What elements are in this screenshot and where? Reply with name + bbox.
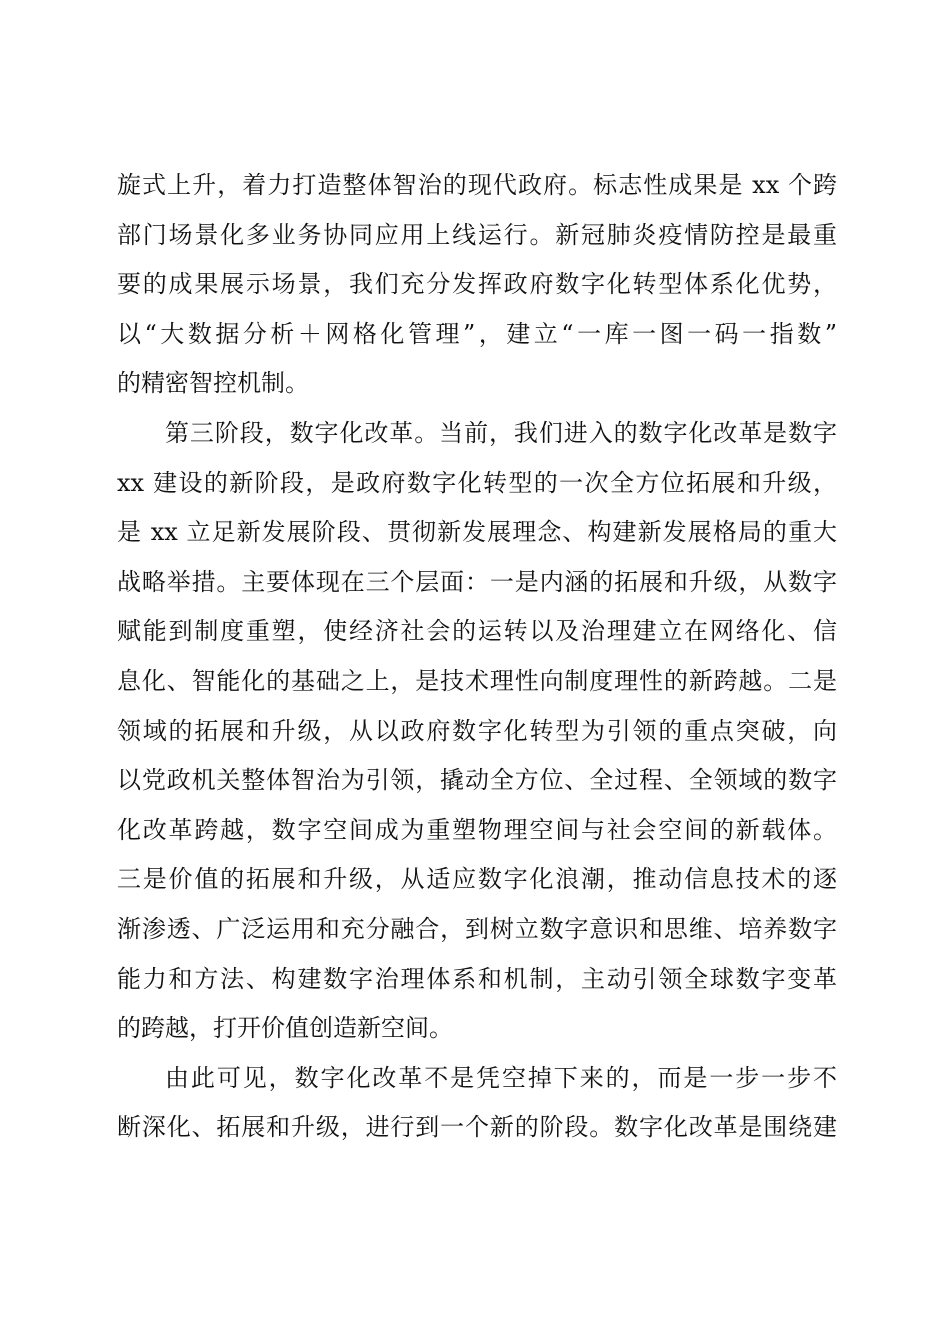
text-line: 是 xx 立足新发展阶段、贯彻新发展理念、构建新发展格局的重大 [117, 518, 837, 547]
text-line: 赋能到制度重塑，使经济社会的运转以及治理建立在网络化、信 [117, 617, 837, 646]
text-line: 第三阶段，数字化改革。当前，我们进入的数字化改革是数字 [165, 418, 837, 447]
text-line: 化改革跨越，数字空间成为重塑物理空间与社会空间的新载体。 [117, 815, 837, 844]
text-line: 战略举措。主要体现在三个层面：一是内涵的拓展和升级，从数字 [117, 567, 837, 596]
text-line: 三是价值的拓展和升级，从适应数字化浪潮，推动信息技术的逐 [117, 865, 837, 894]
text-line: 要的成果展示场景，我们充分发挥政府数字化转型体系化优势， [117, 270, 837, 299]
text-line: 以“大数据分析＋网格化管理”，建立“一库一图一码一指数” [117, 319, 837, 348]
paragraph-3 [117, 1054, 837, 1153]
text-line: 能力和方法、构建数字治理体系和机制，主动引领全球数字变革 [117, 964, 837, 993]
text-line: 以党政机关整体智治为引领，撬动全方位、全过程、全领域的数字 [117, 766, 837, 795]
text-line: 息化、智能化的基础之上，是技术理性向制度理性的新跨越。二是 [117, 666, 837, 695]
text-line: 断深化、拓展和升级，进行到一个新的阶段。数字化改革是围绕建 [117, 1113, 837, 1142]
paragraph-2 [117, 409, 837, 1054]
body-text [117, 161, 837, 1153]
text-line: 领域的拓展和升级，从以政府数字化转型为引领的重点突破，向 [117, 716, 837, 745]
paragraph-1 [117, 161, 837, 409]
text-line: 的精密智控机制。 [117, 369, 309, 398]
text-line: 部门场景化多业务协同应用上线运行。新冠肺炎疫情防控是最重 [117, 220, 837, 249]
text-line: 旋式上升，着力打造整体智治的现代政府。标志性成果是 xx 个跨 [117, 171, 837, 199]
text-line: 渐渗透、广泛运用和充分融合，到树立数字意识和思维、培养数字 [117, 914, 837, 943]
text-line: 的跨越，打开价值创造新空间。 [117, 1014, 453, 1043]
text-line: xx 建设的新阶段，是政府数字化转型的一次全方位拓展和升级， [117, 468, 837, 497]
text-line: 由此可见，数字化改革不是凭空掉下来的，而是一步一步不 [165, 1063, 837, 1092]
